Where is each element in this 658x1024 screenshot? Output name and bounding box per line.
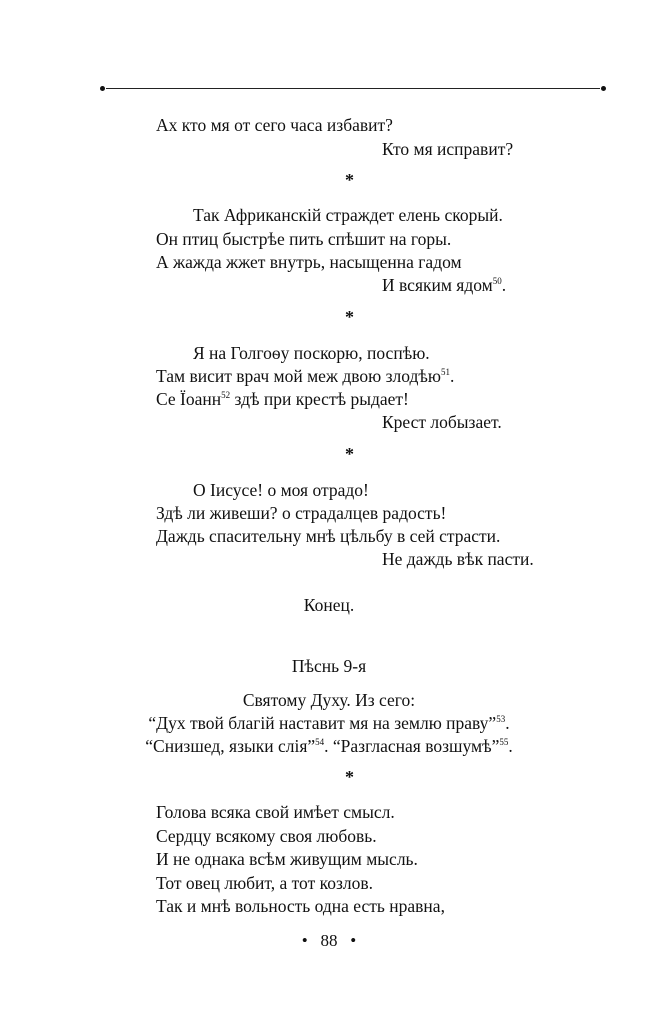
page-bullet: • (301, 931, 308, 950)
poem-line: Даждь спасительну мнѣ цѣльбу в сей страсти. (156, 526, 501, 546)
poem-line: Так Африканскій страждет елень скорый. (193, 205, 503, 225)
rule-line (106, 88, 600, 89)
poem-line: О Іисусе! о моя отрадо! (193, 480, 369, 500)
header-rule (100, 86, 606, 92)
poem-line: Ах кто мя от сего часа избавит? (156, 115, 393, 135)
poem-line: Крест лобызает. (382, 412, 502, 432)
page-number: 88 (320, 931, 338, 950)
footnote-ref: 54 (315, 737, 325, 747)
poem-line: Я на Голгоѳу поскорю, поспѣю. (193, 343, 430, 363)
line-text: здѣ при крестѣ рыдает! (230, 389, 409, 409)
line-text: Там висит врач мой меж двою злодѣю (156, 366, 441, 386)
line-end: . (505, 713, 510, 733)
poem-line: Голова всяка свой имѣет смысл. (156, 802, 395, 822)
line-end: . (501, 275, 507, 295)
stanza-separator: * (345, 170, 354, 190)
page-number-footer (0, 931, 658, 951)
poem-line: Сердцу всякому своя любовь. (156, 826, 377, 846)
epigraph-text: “Дух твой благій наставит мя на землю праву” (148, 713, 497, 733)
line-end: . (450, 366, 455, 386)
footnote-ref: 55 (499, 737, 509, 747)
stanza-separator: * (345, 767, 354, 787)
stanza-separator: * (345, 444, 354, 464)
line-end: . (508, 736, 513, 756)
footnote-ref: 52 (221, 390, 231, 400)
rule-dot-right (601, 86, 606, 91)
poem-line: Здѣ ли живеши? о страдалцев радость! (156, 503, 447, 523)
rule-dot-left (100, 86, 105, 91)
song-dedication: Святому Духу. Из сего: (242, 690, 416, 710)
epigraph-line (0, 712, 658, 734)
end-word: Конец. (303, 595, 355, 615)
stanza-separator: * (345, 307, 354, 327)
poem-line: Так и мнѣ вольность одна есть нравна, (156, 896, 445, 916)
song-title: Пѣснь 9-я (291, 656, 367, 676)
line-text: И всяким ядом (382, 275, 493, 295)
poem-line: Не даждь вѣк пасти. (382, 549, 534, 569)
poem-line (382, 274, 506, 296)
poem-line: Кто мя исправит? (382, 139, 514, 159)
footnote-ref: 50 (492, 276, 502, 286)
epigraph-text: . “Разгласная возшумѣ” (324, 736, 500, 756)
line-text: Се Їоанн (156, 389, 222, 409)
poem-line (156, 388, 409, 410)
poem-line: И не однака всѣм живущим мысль. (156, 849, 418, 869)
page-bullet: • (350, 931, 357, 950)
footnote-ref: 53 (496, 714, 506, 724)
poem-line: А жажда жжет внутрь, насыщенна гадом (156, 252, 462, 272)
epigraph-line (0, 735, 658, 757)
footnote-ref: 51 (441, 367, 450, 377)
poem-line (156, 365, 454, 387)
poem-line: Тот овец любит, а тот козлов. (156, 873, 373, 893)
poem-line: Он птиц быстрѣе пить спѣшит на горы. (156, 229, 452, 249)
epigraph-text: “Снизшед, языки слія” (145, 736, 316, 756)
